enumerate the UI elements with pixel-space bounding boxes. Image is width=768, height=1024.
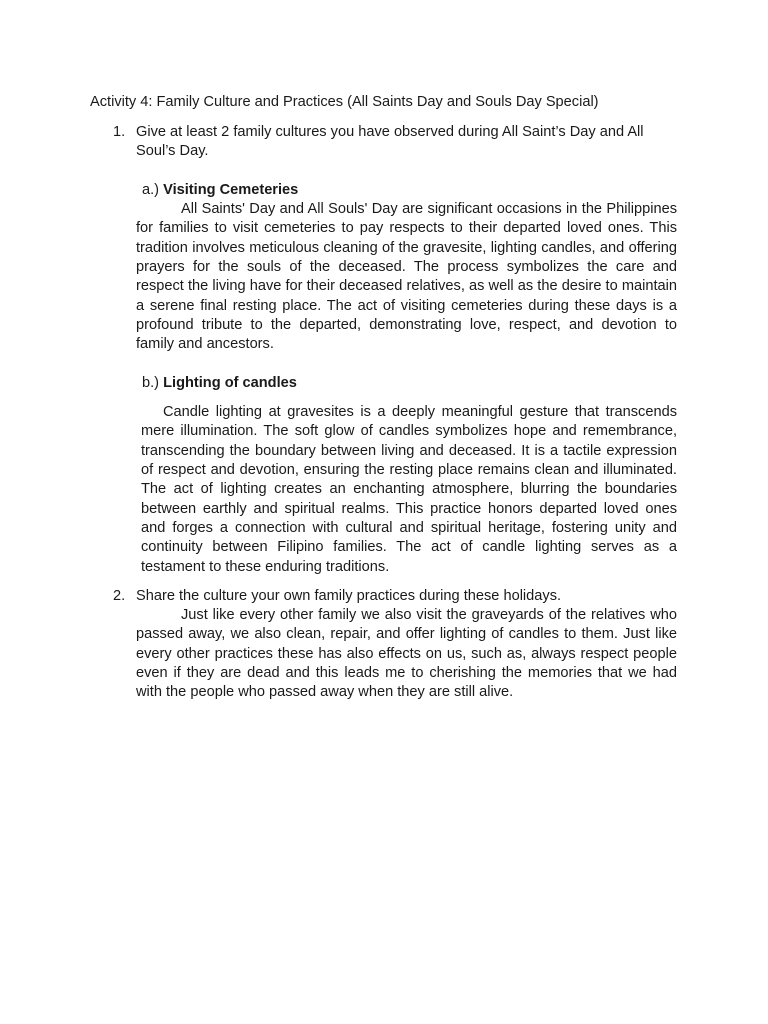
- question-2-number: 2.: [113, 588, 126, 604]
- item-b-marker: b.): [142, 375, 160, 391]
- item-b-body: Candle lighting at gravesites is a deeply meaningful gesture that transcends mere illumination. The soft glow of candles symbolizes hope and remembrance, transcending the boundary between living and deceased. It is a tactile expression of respect and devotion, ensuring the resting place remains clean and illuminated. The act of lighting creates an enchanting atmosphere, blurring the boundaries between earthly and spiritual realms. This practice honors departed loved ones and forges a connection with cultural and spiritual heritage, fostering unity and continuity between Filipino families. The act of candle lighting serves as a testament to these enduring traditions.: [141, 404, 677, 575]
- item-b-header: [142, 374, 297, 393]
- item-a-header: [142, 181, 298, 200]
- item-a-body: All Saints' Day and All Souls' Day are significant occasions in the Philippines for families to visit cemeteries to pay respects to their departed loved ones. This tradition involves meticulous cleaning of the gravesite, lighting candles, and offering prayers for the souls of the deceased. The process symbolizes the care and respect the living have for their deceased relatives, as well as the desire to maintain a serene final resting place. The act of visiting cemeteries during these days is a profound tribute to the departed, demonstrating love, respect, and devotion to family and ancestors.: [136, 201, 677, 353]
- question-1-number: 1.: [113, 124, 126, 140]
- item-a-marker: a.): [142, 182, 160, 198]
- item-b-heading: Lighting of candles: [163, 375, 297, 391]
- item-a-heading: Visiting Cemeteries: [163, 182, 299, 198]
- document-title: Activity 4: Family Culture and Practices (All Saints Day and Souls Day Special): [90, 94, 599, 110]
- question-1-text: Give at least 2 family cultures you have observed during All Saint’s Day and All Soul’s Day.: [136, 124, 644, 160]
- question-2-answer: Just like every other family we also visit the graveyards of the relatives who passed away, we also clean, repair, and offer lighting of candles to them. Just like every other practices these has also effects on us, such as, always respect people even if they are dead and this leads me to cherishing the memories that we had with the people who passed away when they are still alive.: [136, 607, 677, 701]
- question-2-text: Share the culture your own family practices during these holidays.: [136, 588, 562, 604]
